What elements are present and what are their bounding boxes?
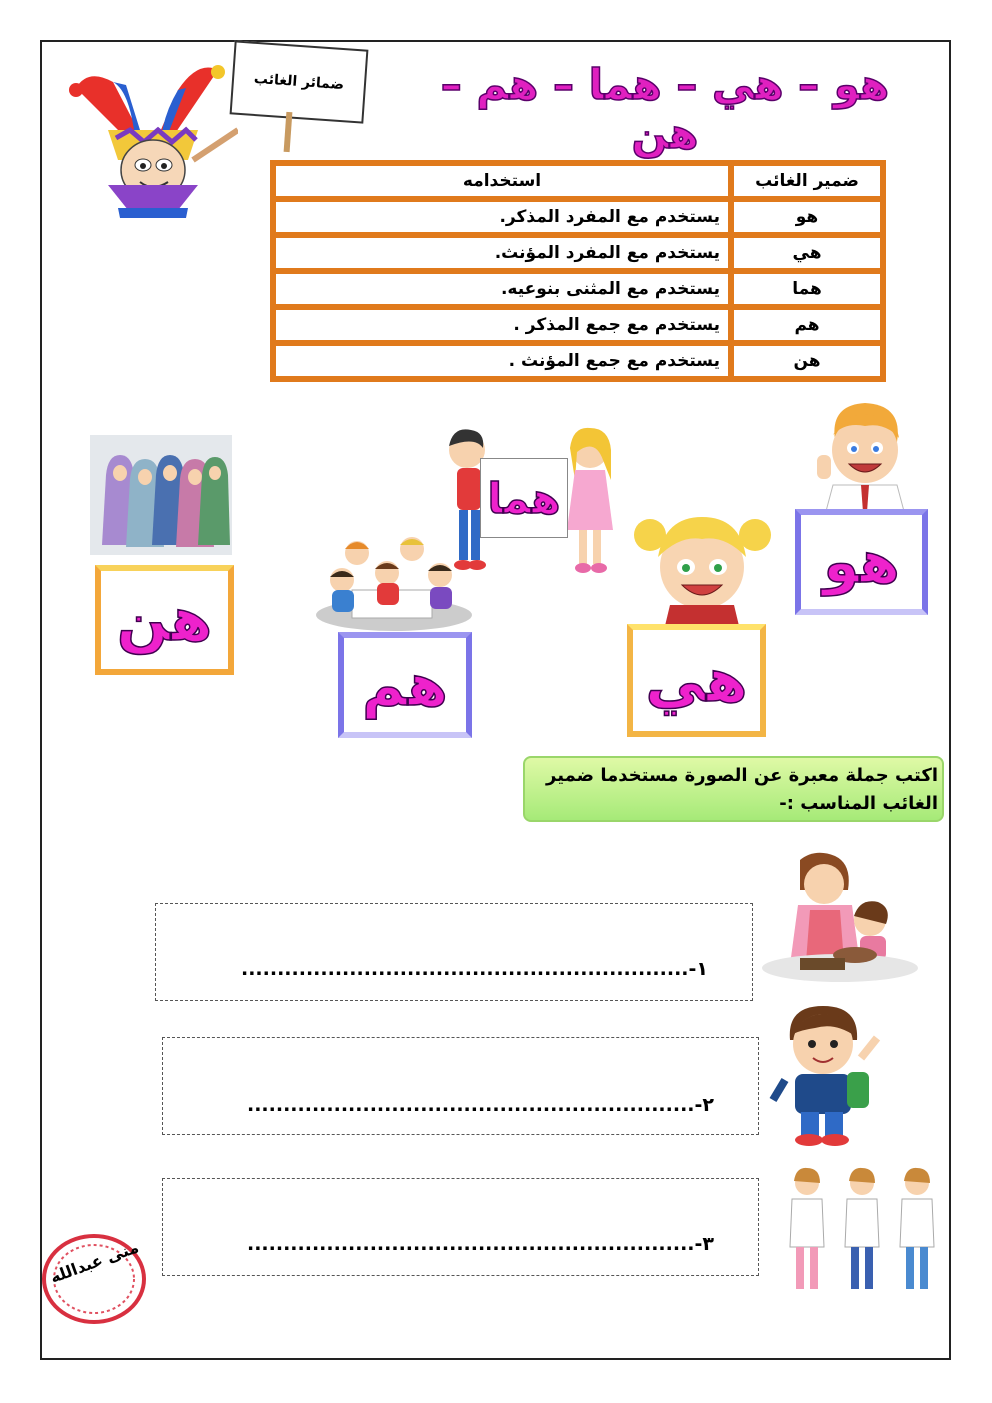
table-row — [273, 199, 883, 235]
answer-line-3: ٣-.............................................................. — [247, 1233, 714, 1255]
row-usage: يستخدم مع المفرد المذكر. — [273, 199, 731, 235]
answer-box-1[interactable] — [155, 903, 753, 1001]
instruction-box: اكتب جملة معبرة عن الصورة مستخدما ضمير الغائب المناسب :- — [523, 756, 944, 822]
jester-illustration — [68, 60, 238, 220]
row-usage: يستخدم مع المثنى بنوعيه. — [273, 271, 731, 307]
sign-label: ضمائر الغائب — [253, 70, 345, 94]
sign-board — [230, 40, 369, 123]
row-usage: يستخدم مع جمع المذكر . — [273, 307, 731, 343]
row-pronoun: هن — [731, 343, 883, 379]
table-row — [273, 271, 883, 307]
header-pronoun: ضمير الغائب — [731, 163, 883, 199]
card-hiya: هي — [627, 624, 766, 737]
answer-line-2: ٢-.............................................................. — [247, 1094, 714, 1116]
girl-illustration — [630, 505, 775, 630]
row-pronoun: هي — [731, 235, 883, 271]
row-usage: يستخدم مع المفرد المؤنث. — [273, 235, 731, 271]
schoolboy-illustration — [765, 1000, 890, 1150]
row-usage: يستخدم مع جمع المؤنث . — [273, 343, 731, 379]
stamp-text: منى عبدالله — [47, 1237, 142, 1287]
table-row — [273, 235, 883, 271]
card-huma: هما — [487, 473, 561, 523]
row-pronoun: هو — [731, 199, 883, 235]
table-header-row — [273, 163, 883, 199]
answer-box-2[interactable] — [162, 1037, 759, 1135]
group-kids-illustration — [312, 535, 477, 635]
table-row — [273, 343, 883, 379]
row-pronoun: هما — [731, 271, 883, 307]
doctors-illustration — [782, 1165, 942, 1300]
mother-daughter-illustration — [760, 850, 920, 985]
boy-illustration — [815, 400, 915, 515]
answer-line-1: ١-.............................................................. — [241, 958, 708, 980]
women-group-illustration — [90, 435, 232, 555]
header-usage: استخدامه — [273, 163, 731, 199]
card-huwa: هو — [795, 509, 928, 615]
card-hunna: هن — [95, 565, 234, 675]
row-pronoun: هم — [731, 307, 883, 343]
card-hum: هم — [338, 632, 472, 738]
pronoun-table — [270, 160, 886, 382]
answer-box-3[interactable] — [162, 1178, 759, 1276]
table-row — [273, 307, 883, 343]
page-title: هو – هي – هما – هم – هن — [440, 60, 890, 158]
